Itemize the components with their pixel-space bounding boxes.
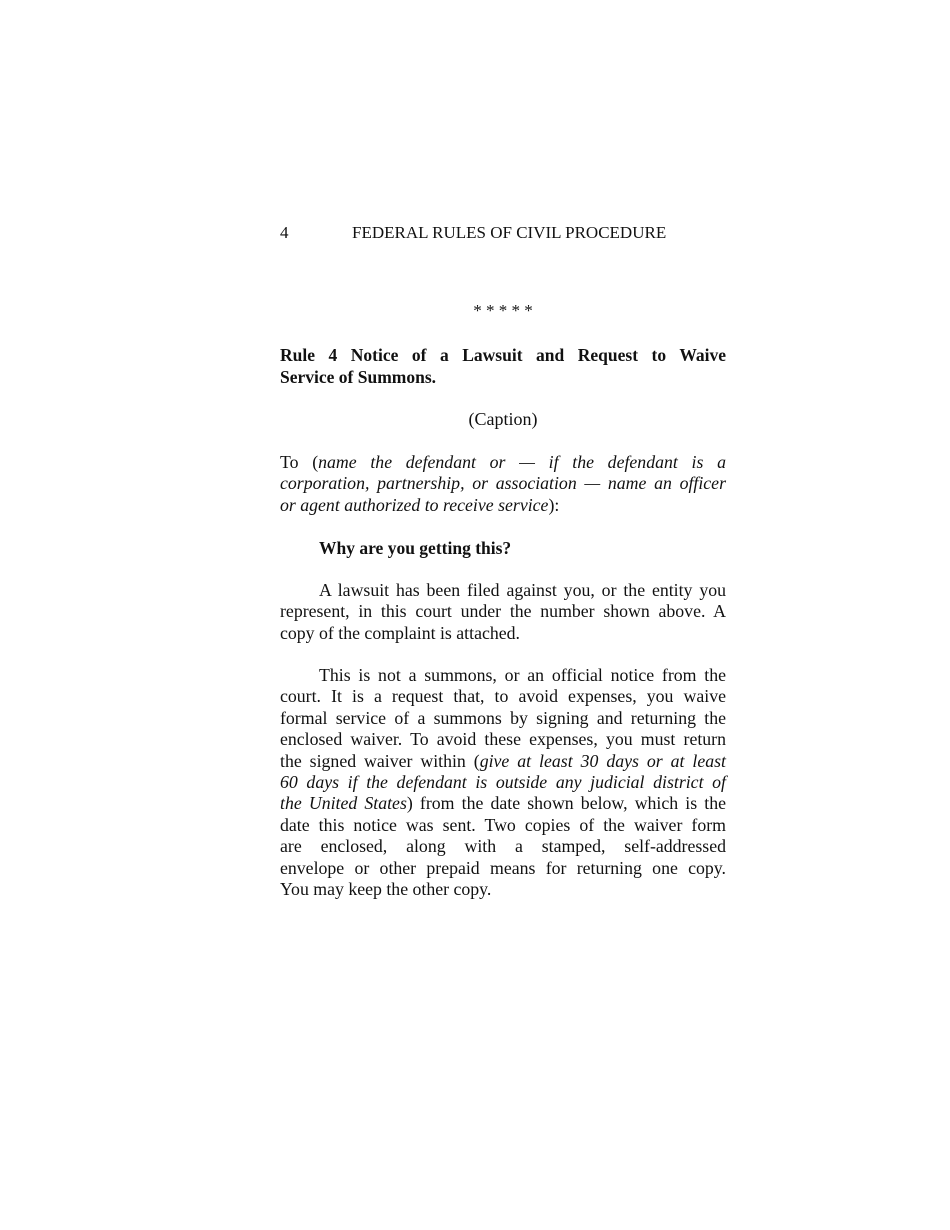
text-run: This is not a summons, or an official notice from the	[319, 665, 726, 685]
italic-run: corporation, partnership, or association — name an officer	[280, 473, 726, 494]
text-line	[280, 452, 726, 473]
text-run: formal service of a summons by signing and returning the	[280, 707, 726, 728]
italic-run: or agent authorized to receive service	[280, 494, 549, 515]
text-run: You may keep the other copy.	[280, 879, 492, 900]
text-line	[280, 879, 726, 900]
running-header-title: FEDERAL RULES OF CIVIL PROCEDURE	[352, 223, 667, 242]
text-line	[280, 858, 726, 879]
text-line: copy of the complaint is attached.	[280, 622, 520, 643]
text-line: represent, in this court under the number shown above. A	[280, 601, 726, 622]
text-line	[280, 815, 726, 836]
text-line	[280, 751, 726, 772]
text-line: A lawsuit has been filed against you, or the entity you	[319, 580, 726, 600]
text-line	[280, 495, 726, 516]
addressee-paragraph	[280, 452, 726, 516]
section-separator: * * * * *	[473, 301, 533, 320]
rule-heading-line: Service of Summons.	[280, 366, 437, 387]
text-line	[280, 473, 726, 494]
rule-heading-line: Rule 4 Notice of a Lawsuit and Request to Waive	[280, 345, 726, 365]
page-number: 4	[280, 223, 289, 242]
text-run: enclosed waiver. To avoid these expenses, you must return	[280, 729, 726, 750]
text-run: ) from the date shown below, which is the	[406, 793, 727, 814]
text-run: To (	[280, 452, 319, 472]
text-line	[280, 686, 726, 707]
text-line	[280, 708, 726, 729]
text-line	[280, 793, 726, 814]
section-subheading: Why are you getting this?	[319, 538, 512, 558]
italic-run: name the defendant or — if the defendant is a	[318, 452, 726, 472]
italic-run: give at least 30 days or at least	[479, 750, 726, 771]
lawsuit-paragraph	[280, 580, 726, 644]
text-run: court. It is a request that, to avoid expenses, you waive	[280, 686, 726, 707]
italic-run: 60 days if the defendant is outside any judicial district of	[280, 772, 726, 793]
text-line	[280, 836, 726, 857]
italic-run: the United States	[280, 793, 407, 814]
text-run: the signed waiver within (	[280, 750, 480, 771]
waiver-request-paragraph	[280, 665, 726, 900]
text-run: are enclosed, along with a stamped, self-addressed	[280, 836, 726, 857]
text-line	[280, 772, 726, 793]
text-run: ):	[548, 494, 560, 515]
caption-placeholder: (Caption)	[468, 409, 538, 429]
rule-heading	[280, 345, 726, 388]
text-run: envelope or other prepaid means for returning one copy.	[280, 857, 726, 878]
text-run: date this notice was sent. Two copies of the waiver form	[280, 814, 726, 835]
text-line	[280, 729, 726, 750]
text-line	[280, 665, 726, 686]
